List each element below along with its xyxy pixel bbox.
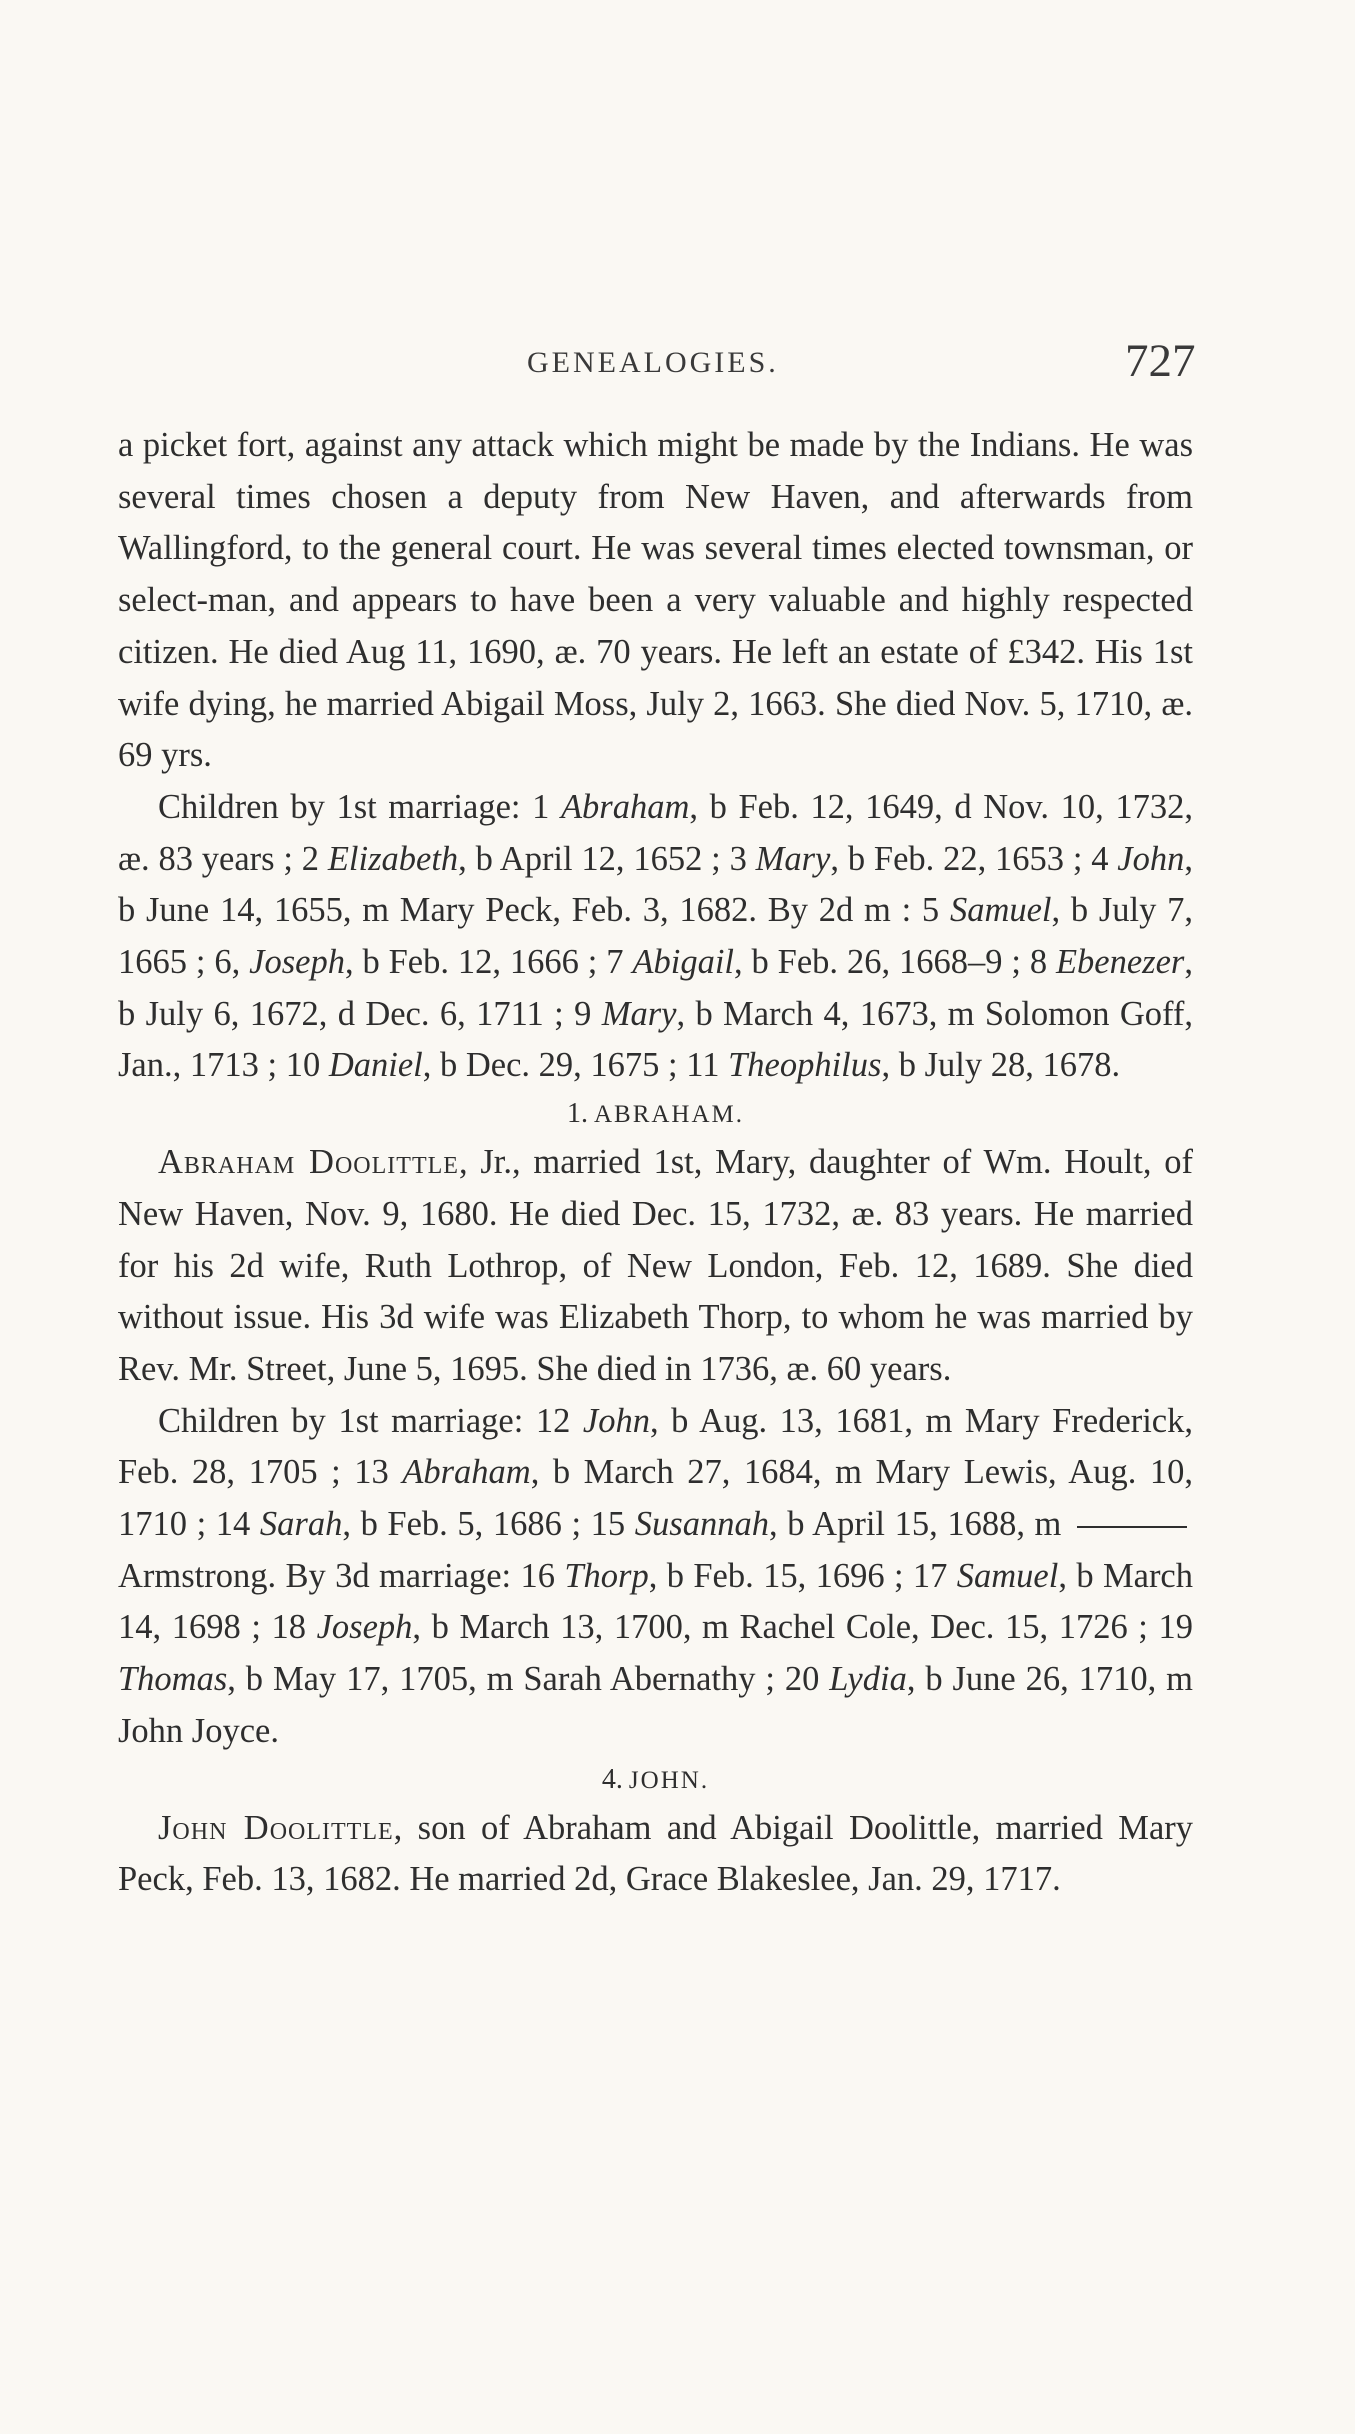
- running-header: [0, 335, 1355, 410]
- child-name: Daniel: [328, 1046, 423, 1085]
- child-name: Lydia: [829, 1660, 907, 1699]
- section-title: JOHN.: [628, 1766, 710, 1794]
- child-name: Mary: [755, 839, 831, 878]
- text-run: , b July 6, 1672, d Dec. 6, 1711 ; 9: [118, 943, 1193, 1033]
- blank-rule: [1077, 1526, 1187, 1528]
- paragraph-text: , Jr., married 1st, Mary, daughter of Wm. Hoult, of New Haven, Nov. 9, 1680. He died Dec. 15, 1732, æ. 83 years. He married for his 2d wife, Ruth Lothrop, of New London, Feb. 12, 1689. She died without issue. His 3d wife was Elizabeth Thorp, to whom he was married by Rev. Mr. Street, June 5, 1695. She died in 1736, æ. 60 years.: [118, 1143, 1193, 1388]
- intro-paragraph: a picket fort, against any attack which might be made by the Indians. He was several times chosen a deputy from New Haven, and afterwards from Wallingford, to the general court. He was several times elected townsman, or select-man, and appears to have been a very valuable and highly respected citizen. He died Aug 11, 1690, æ. 70 years. He left an estate of £342. His 1st wife dying, he married Abigail Moss, July 2, 1663. She died Nov. 5, 1710, æ. 69 yrs.: [118, 426, 1193, 775]
- child-name: Samuel: [956, 1556, 1059, 1595]
- text-run: Armstrong. By 3d marriage: 16: [118, 1556, 565, 1595]
- text-run: , b April 15, 1688, m: [768, 1505, 1071, 1544]
- text-run: , b Feb. 26, 1668–9 ; 8: [734, 943, 1056, 982]
- child-name: Joseph: [316, 1608, 413, 1647]
- text-run: Children by 1st marriage: 12: [158, 1401, 583, 1440]
- text-run: , b March 13, 1700, m Rachel Cole, Dec. 15, 1726 ; 19: [412, 1608, 1193, 1647]
- text-run: , b Feb. 12, 1666 ; 7: [344, 943, 633, 982]
- child-name: John: [582, 1401, 650, 1440]
- text-run: , b June 26, 1710, m John Joyce.: [118, 1660, 1193, 1750]
- lead-name: John Doolittle: [158, 1808, 394, 1847]
- child-name: Sarah: [259, 1505, 343, 1544]
- page-body: [118, 420, 1193, 1906]
- intro-children-paragraph: [118, 782, 1193, 1092]
- text-run: , b March 27, 1684, m Mary Lewis, Aug. 10, 1710 ; 14: [118, 1453, 1193, 1544]
- text-run: , b Feb. 15, 1696 ; 17: [648, 1556, 957, 1595]
- child-name: Abraham: [560, 787, 690, 826]
- child-name: John: [1117, 839, 1185, 878]
- text-run: , b July 28, 1678.: [881, 1046, 1121, 1085]
- child-name: Abraham: [402, 1453, 531, 1492]
- child-name: Abigail: [632, 943, 735, 982]
- abraham-paragraph: [118, 1137, 1193, 1396]
- section-number: 4.: [601, 1763, 623, 1795]
- text-run: , b Feb. 5, 1686 ; 15: [342, 1505, 635, 1544]
- child-name: Theophilus: [728, 1046, 882, 1085]
- lead-name: Abraham Doolittle: [158, 1143, 459, 1182]
- child-name: Ebenezer: [1055, 943, 1185, 982]
- paragraph-text: , son of Abraham and Abigail Doolittle, married Mary Peck, Feb. 13, 1682. He married 2d, Grace Blakeslee, Jan. 29, 1717.: [118, 1808, 1193, 1899]
- text-run: , b March 4, 1673, m Solomon Goff, Jan., 1713 ; 10: [118, 994, 1193, 1085]
- child-name: Thomas: [118, 1660, 228, 1699]
- text-run: , b March 14, 1698 ; 18: [118, 1556, 1193, 1647]
- text-run: , b Aug. 13, 1681, m Mary Frederick, Feb. 28, 1705 ; 13: [118, 1401, 1193, 1492]
- text-run: , b Feb. 22, 1653 ; 4: [830, 839, 1118, 878]
- child-name: Joseph: [249, 943, 345, 982]
- text-run: , b June 14, 1655, m Mary Peck, Feb. 3, 1682. By 2d m : 5: [118, 839, 1193, 930]
- section-title: ABRAHAM.: [593, 1101, 745, 1129]
- text-run: , b Dec. 29, 1675 ; 11: [422, 1046, 729, 1085]
- text-run: , b July 7, 1665 ; 6,: [118, 891, 1194, 982]
- section-heading-abraham: [118, 1092, 1193, 1137]
- running-title: GENEALOGIES.: [527, 346, 779, 379]
- child-name: Elizabeth: [327, 839, 459, 878]
- text-run: Children by 1st marriage: 1: [158, 787, 561, 826]
- child-name: Mary: [601, 994, 677, 1033]
- child-name: Susannah: [634, 1505, 769, 1544]
- text-run: , b Feb. 12, 1649, d Nov. 10, 1732, æ. 83 years ; 2: [118, 787, 1193, 878]
- page-number: 727: [1125, 335, 1196, 387]
- text-run: , b April 12, 1652 ; 3: [458, 839, 756, 878]
- child-name: Thorp: [564, 1556, 649, 1595]
- child-name: Samuel: [949, 891, 1052, 930]
- text-run: , b May 17, 1705, m Sarah Abernathy ; 20: [227, 1660, 830, 1699]
- section-heading-john: [118, 1758, 1193, 1803]
- abraham-children-paragraph: [118, 1396, 1193, 1758]
- john-paragraph: [118, 1803, 1193, 1906]
- section-number: 1.: [566, 1098, 588, 1130]
